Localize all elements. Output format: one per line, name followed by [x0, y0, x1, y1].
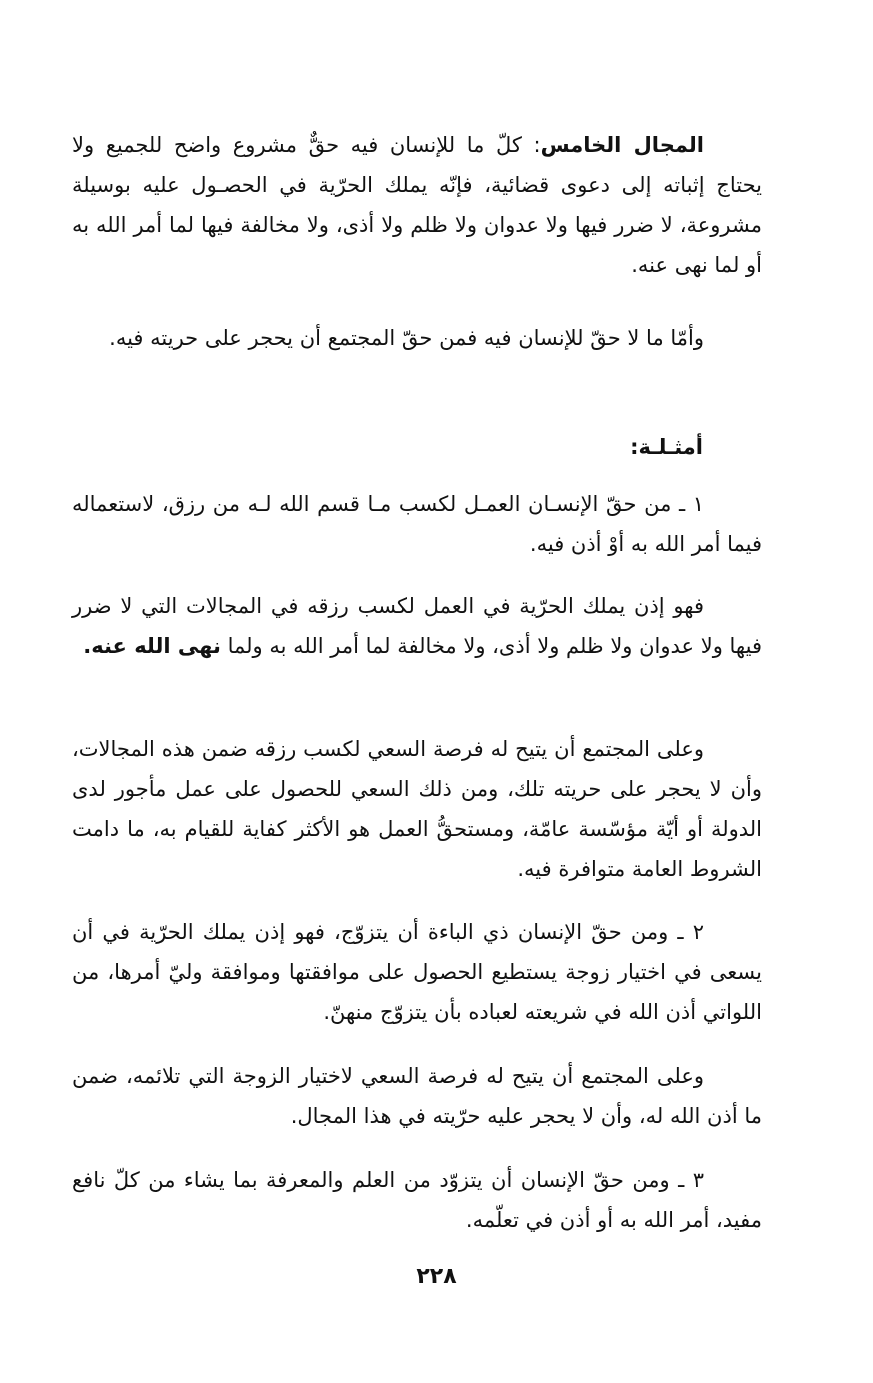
paragraph-text: : كلّ ما للإنسان فيه حقٌّ مشروع واضح للجميع ولا يحتاج إثباته إلى دعوى قضائية، فإنّه يملك الحرّية في الحصـول عليه بوسيلة مشروعة، لا ضرر فيها ولا عدوان ولا ظلم ولا أذى، ولا مخالفة فيها لما أمر الله به أو لما نهى عنه.	[72, 133, 762, 277]
examples-heading: أمثـلـة:	[630, 435, 703, 459]
page-number: ٢٢٨	[416, 1264, 457, 1289]
paragraph-text: فهو إذن يملك الحرّية في العمل لكسب رزقه في المجالات التي لا ضرر فيها ولا عدوان ولا ظلم ولا أذى، ولا مخالفة لما أمر الله به ولما	[72, 594, 762, 658]
section-label: المجال الخامس	[540, 133, 704, 157]
paragraph-text-bold: نهى الله عنه.	[83, 634, 221, 658]
paragraph-society-work: وعلى المجتمع أن يتيح له فرصة السعي لكسب رزقه ضمن هذه المجالات، وأن لا يحجر على حريته تلك، ومن ذلك السعي للحصول على عمل مأجور لدى الدولة أو أيّة مؤسّسة عامّة، ومستحقُّ العمل هو الأكثر كفاية للقيام به، ما دامت الشروط العامة متوافرة فيه.	[72, 737, 762, 881]
paragraph-no-right: وأمّا ما لا حقّ للإنسان فيه فمن حقّ المجتمع أن يحجر على حريته فيه.	[109, 326, 704, 350]
example-1-work: ١ ـ من حقّ الإنسـان العمـل لكسب مـا قسم الله لـه من رزق، لاستعماله فيما أمر الله به أوْ أذن فيه.	[72, 492, 762, 556]
paragraph-society-marriage: وعلى المجتمع أن يتيح له فرصة السعي لاختيار الزوجة التي تلائمه، ضمن ما أذن الله له، وأن لا يحجر عليه حرّيته في هذا المجال.	[72, 1064, 762, 1128]
paragraph-fifth-domain	[72, 125, 762, 285]
example-3-knowledge: ٣ ـ ومن حقّ الإنسان أن يتزوّد من العلم والمعرفة بما يشاء من كلّ نافع مفيد، أمر الله به أو أذن في تعلّمه.	[72, 1168, 762, 1232]
example-2-marriage: ٢ ـ ومن حقّ الإنسان ذي الباءة أن يتزوّج، فهو إذن يملك الحرّية في أن يسعى في اختيار زوجة يستطيع الحصول على موافقتها وموافقة وليّ أمرها، من اللواتي أذن الله في شريعته لعباده بأن يتزوّج منهنّ.	[72, 920, 762, 1024]
paragraph-work-freedom	[72, 586, 762, 666]
